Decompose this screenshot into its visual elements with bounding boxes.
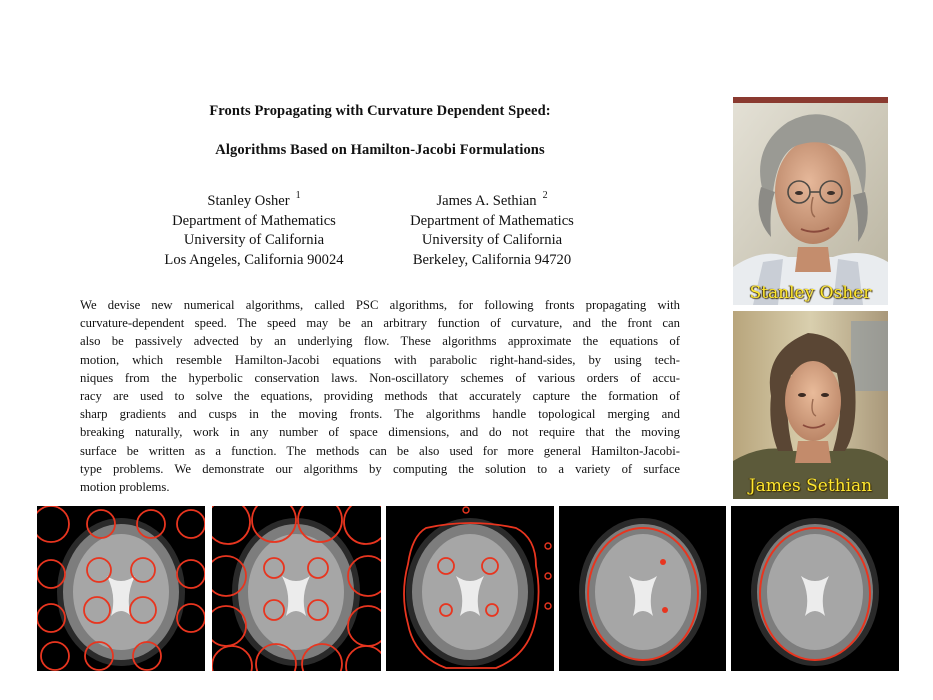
author-name: Stanley Osher — [207, 193, 290, 209]
mri-panel-1 — [37, 506, 205, 671]
mri-brain-image — [731, 506, 899, 671]
author-location: Los Angeles, California 90024 — [164, 251, 344, 268]
photo-caption-sethian: James Sethian — [748, 476, 873, 496]
author-block-osher — [144, 186, 364, 270]
mri-brain-image — [212, 506, 381, 671]
paper-title-line-2: Algorithms Based on Hamilton-Jacobi Formulations — [215, 142, 545, 158]
mri-brain-image — [37, 506, 205, 671]
abstract-line: motion problems. — [80, 480, 170, 495]
author-name-line — [144, 186, 364, 212]
author-department: Department of Mathematics — [410, 212, 574, 229]
author-name: James A. Sethian — [436, 193, 537, 209]
abstract-line: breaking naturally, work in any number of space dimensions, and do not require that the moving — [80, 425, 680, 440]
abstract-line: type problems. We demonstrate our algorithms by computing the solution to a variety of surface — [80, 461, 680, 476]
photo-caption-osher: Stanley Osher — [749, 283, 872, 303]
author-location: Berkeley, California 94720 — [412, 251, 572, 268]
abstract — [80, 296, 680, 496]
abstract-line: We devise new numerical algorithms, called PSC algorithms, for following fronts propagating with — [80, 298, 680, 312]
abstract-line: surface be written as a function. The methods can be also used for more general Hamilton-Jacobi- — [80, 443, 680, 458]
photo-james-sethian — [733, 311, 888, 499]
mri-brain-image — [559, 506, 726, 671]
author-university: University of California — [421, 232, 563, 248]
abstract-line: motion, which resemble Hamilton-Jacobi equations with parabolic right-hand-sides, by using tech- — [80, 352, 680, 367]
mri-panel-4 — [559, 506, 726, 671]
author-footnote: 1 — [295, 190, 301, 201]
abstract-line: curvature-dependent speed. The speed may be an arbitrary function of curvature, and the front can — [80, 316, 680, 331]
mri-brain-image — [386, 506, 554, 671]
abstract-line: niques from the hyperbolic conservation laws. Non-oscillatory schemes of various orders of accu- — [80, 370, 680, 385]
author-footnote: 2 — [542, 190, 548, 201]
author-block-sethian — [388, 186, 596, 270]
abstract-line: racy are used to solve the equations, providing methods that accurately capture the formation of — [80, 389, 680, 404]
abstract-line: also be passively advected by an underlying flow. These algorithms approximate the equations of — [80, 334, 680, 349]
author-department: Department of Mathematics — [172, 212, 336, 229]
abstract-line: sharp gradients and cusps in the moving fronts. The algorithms handle topological merging and — [80, 407, 680, 422]
mri-panel-5 — [731, 506, 899, 671]
portrait-illustration — [733, 97, 888, 305]
author-name-line — [388, 186, 596, 212]
mri-panel-3 — [386, 506, 554, 671]
mri-panel-2 — [212, 506, 381, 671]
author-university: University of California — [183, 232, 325, 248]
paper-title-line-1: Fronts Propagating with Curvature Dependent Speed: — [209, 103, 551, 119]
portrait-illustration — [733, 311, 888, 499]
photo-stanley-osher — [733, 97, 888, 305]
